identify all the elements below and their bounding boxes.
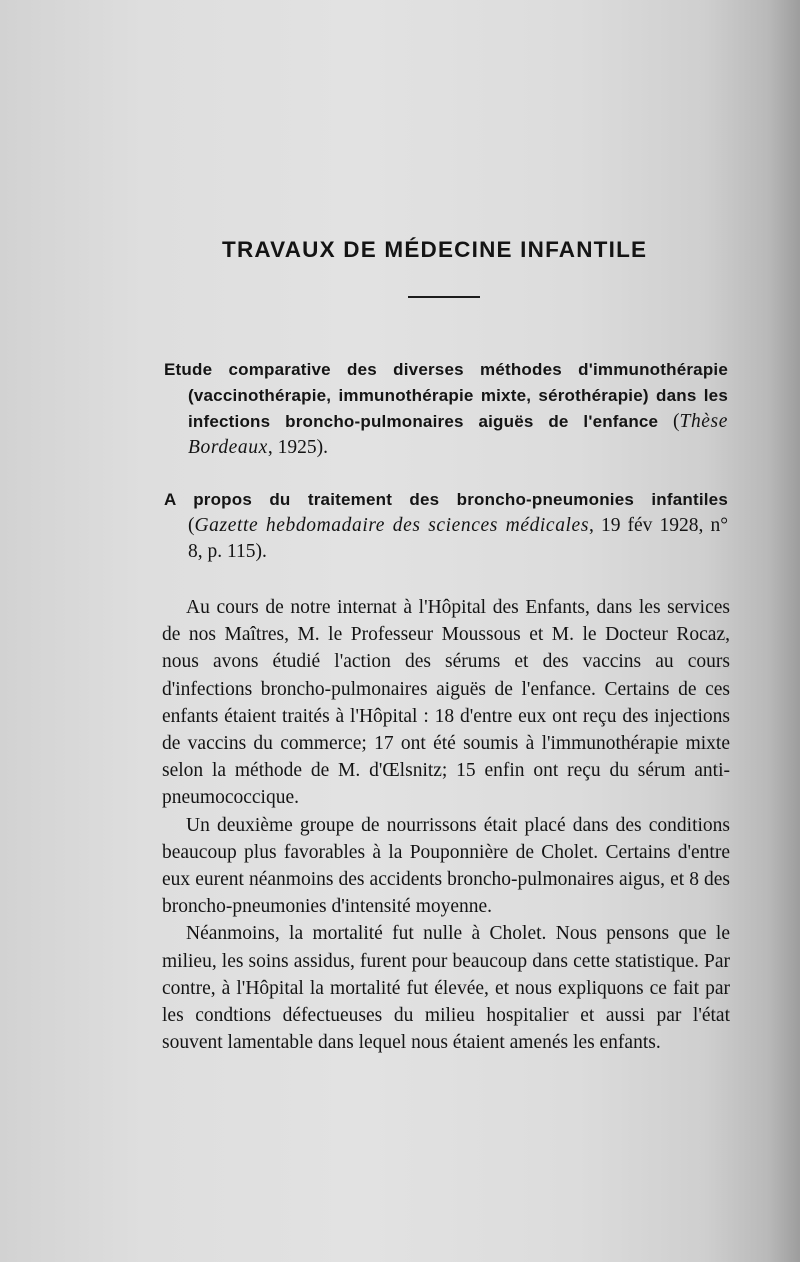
body-text <box>162 594 730 1056</box>
reference-source-open: ( <box>188 515 195 536</box>
reference-title: A propos du traitement des broncho-pneumonies infantiles <box>164 490 728 509</box>
reference-source: Gazette hebdomadaire des sciences médicales <box>194 515 590 536</box>
reference-source-close: , 1925). <box>267 437 329 458</box>
reference-text <box>164 357 728 461</box>
reference-text <box>164 487 728 565</box>
body-paragraph: Au cours de notre internat à l'Hôpital des Enfants, dans les services de nos Maîtres, M. le Professeur Moussous et M. le Docteur Rocaz, nous avons étudié l'action des sérums et des vaccins au cours d'infections broncho-pulmonaires aiguës de l'enfance. Certains de ces enfants étaient traités à l'Hôpital : 18 d'entre eux ont reçu des injections de vaccins du commerce; 17 ont été soumis à l'immunothérapie mixte selon la méthode de M. d'Œlsnitz; 15 enfin ont reçu du sérum antipneumococcique. <box>162 597 730 809</box>
body-paragraph: Un deuxième groupe de nourrissons était placé dans des conditions beaucoup plus favorables à la Pouponnière de Cholet. Certains d'entre eux eurent néanmoins des accidents broncho-pulmonaires aigus, et 8 des broncho-pneumonies d'intensité moyenne. <box>162 814 730 918</box>
title-divider <box>408 296 480 298</box>
reference-source-close: , 19 fév 1928, n° 8, p. 115). <box>188 515 728 562</box>
reference-title: Etude comparative des diverses méthodes d'immunothérapie (vaccinothérapie, immunothérapie mixte, sérothérapie) dans les infections broncho-pulmonaires aiguës de l'enfance <box>164 360 728 431</box>
page-title: TRAVAUX DE MÉDECINE INFANTILE <box>222 237 648 262</box>
reference-entry <box>164 357 728 461</box>
reference-source: Thèse Bordeaux <box>188 411 728 458</box>
reference-source-open: ( <box>658 411 680 432</box>
body-paragraph: Néanmoins, la mortalité fut nulle à Cholet. Nous pensons que le milieu, les soins assidus, furent pour beaucoup dans cette statistique. Par contre, à l'Hôpital la mortalité fut élevée, et nous expliquons ce fait par les condtions défectueuses du milieu hospitalier et aussi par l'état souvent lamentable dans lequel nous étaient amenés les enfants. <box>162 923 730 1054</box>
reference-entry <box>164 487 728 565</box>
